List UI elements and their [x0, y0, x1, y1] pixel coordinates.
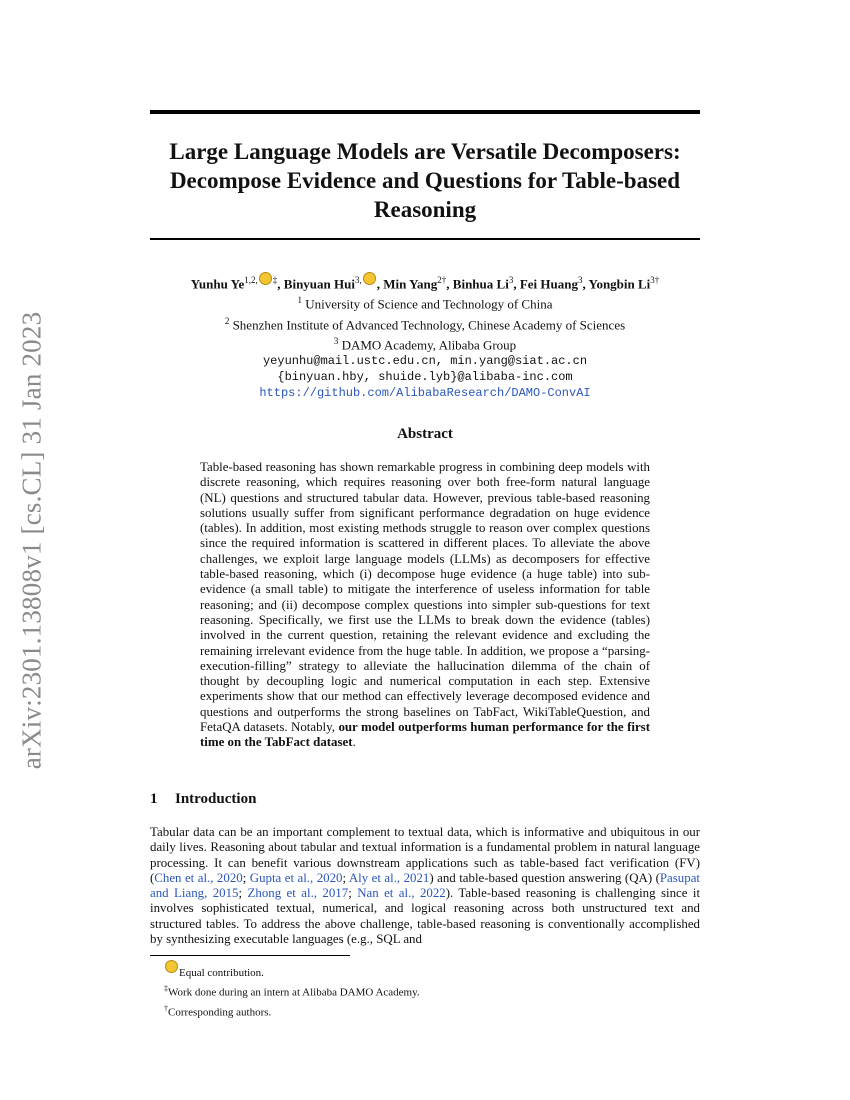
citation-link[interactable]: Zhong et al., 2017	[247, 886, 349, 901]
author-affiliation-mark: 1,2,	[244, 275, 258, 285]
author-name: Yongbin Li	[588, 276, 651, 292]
footnote-rule	[150, 955, 350, 956]
footnote-equal-contribution: Equal contribution.	[164, 960, 684, 981]
affiliation: $^1$ University of Science and Technology of China	[297, 295, 553, 312]
abstract-highlight: our model outperforms human performance for the first time on the TabFact dataset	[200, 720, 650, 750]
email-line: {binyuan.hby, shuide.lyb}@alibaba-inc.com	[277, 370, 573, 385]
author-affiliation-mark: 3,	[354, 275, 362, 285]
smiley-icon	[363, 272, 376, 285]
abstract-heading: Abstract	[397, 426, 453, 442]
section-heading	[150, 791, 256, 808]
smiley-icon	[165, 960, 178, 973]
author-name: Fei Huang	[519, 276, 578, 292]
author-name: Yunhu Ye	[190, 276, 245, 292]
author-affiliation-mark: 3	[508, 275, 514, 285]
author-name: Binyuan Hui	[283, 276, 355, 292]
citation-link[interactable]: Pasupat and Liang, 2015	[150, 870, 700, 901]
title-bottom-rule	[150, 238, 700, 240]
citation-link[interactable]: Gupta et al., 2020	[249, 870, 343, 885]
author-affiliation-mark: 3	[577, 275, 583, 285]
citation-link[interactable]: Nan et al., 2022	[357, 886, 446, 901]
section-number: 1	[150, 791, 158, 807]
introduction-paragraph: Tabular data can be an important complement to textual data, which is informative and ubiquitous in our daily lives. Reasoning about tabular and textual information is a fundamental problem in natural language processing. It can benefit various downstream applications such as table-based fact verification (FV) (Chen et al., 2020; Gupta et al., 2020; Aly et al., 2021) and table-based question answering (QA) (Pasupat and Liang, 2015; Zhong et al., 2017; Nan et al., 2022). Table-based reasoning is challenging since it involves sophisticated textual, numerical, and logical reasoning across both unstructured text and structured tables. To address the above challenge, table-based reasoning is conventionally accomplished by synthesizing executable languages (e.g., SQL and	[150, 825, 701, 947]
arxiv-stamp	[14, 300, 50, 780]
citation-link[interactable]: Chen et al., 2020	[154, 870, 243, 885]
citation-link[interactable]: Aly et al., 2021	[348, 870, 430, 885]
author-block	[150, 272, 700, 401]
arxiv-identifier: arXiv:2301.13808v1 [cs.CL] 31 Jan 2023	[16, 311, 47, 769]
author-list: Yunhu $Ye^{1,2,}$ ‡, Binyuan Hui$^{3,}$ , Min Yang$^{2\dagger}$, Binhua Li$^3$, Fei Huang$^3$, Yongbin $Li^{3\dagger}$	[150, 272, 700, 292]
footnote-corresponding: †Corresponding authors.	[164, 1003, 272, 1019]
title-top-rule	[150, 110, 700, 114]
author-affiliation-mark: 3†	[650, 275, 660, 285]
author-name: Min Yang	[383, 276, 438, 292]
affiliation: $^3$ DAMO Academy, Alibaba Group	[333, 335, 517, 353]
repo-link[interactable]: https://github.com/AlibabaResearch/DAMO-ConvAI	[259, 386, 591, 401]
footnote-intern: ‡Work done during an intern at Alibaba DAMO Academy.	[164, 984, 420, 999]
double-dagger-mark: ‡	[272, 275, 278, 285]
email-line: yeyunhu@mail.ustc.edu.cn, min.yang@siat.ac.cn	[262, 354, 588, 369]
paper-title: Large Language Models are Versatile Decomposers: Decompose Evidence and Questions for Table-based Reasoning	[169, 139, 681, 222]
affiliation: $^2$ Shenzhen Institute of Advanced Technology, Chinese Academy of Sciences	[224, 315, 626, 332]
section-title: Introduction	[175, 791, 257, 807]
footnotes	[164, 960, 684, 1020]
abstract-text: Table-based reasoning has shown remarkable progress in combining deep models with discrete reasoning, which requires reasoning over both free-form natural language (NL) questions and structured tabular data. However, previous table-based reasoning solutions usually suffer from significant performance degradation on huge evidence (tables). In addition, most existing methods struggle to reason over complex questions since the required information is scattered in different places. To alleviate the above challenges, we exploit large language models (LLMs) as decomposers for effective table-based reasoning, which (i) decompose huge evidence (a huge table) into sub-evidence (a small table) to mitigate the interference of useless information for table reasoning; and (ii) decompose complex questions into simpler sub-questions for text reasoning. Specifically, we first use the LLMs to break down the evidence (tables) involved in the current question, retaining the relevant evidence and excluding the remaining irrelevant evidence from the huge table. In addition, we propose a “parsing-execution-filling” strategy to alleviate the hallucination dilemma of the chain of thought by decoupling logic and numerical computation in each step. Extensive experiments show that our method can effectively leverage decomposed evidence and questions and outperforms the strong baselines on TabFact, WikiTableQuestion, and FetaQA datasets. Notably, our model outperforms human performance for the first time on the TabFact dataset.	[200, 460, 650, 750]
smiley-icon	[259, 272, 272, 285]
author-name: Binhua Li	[452, 276, 509, 292]
author-affiliation-mark: 2†	[437, 275, 447, 285]
